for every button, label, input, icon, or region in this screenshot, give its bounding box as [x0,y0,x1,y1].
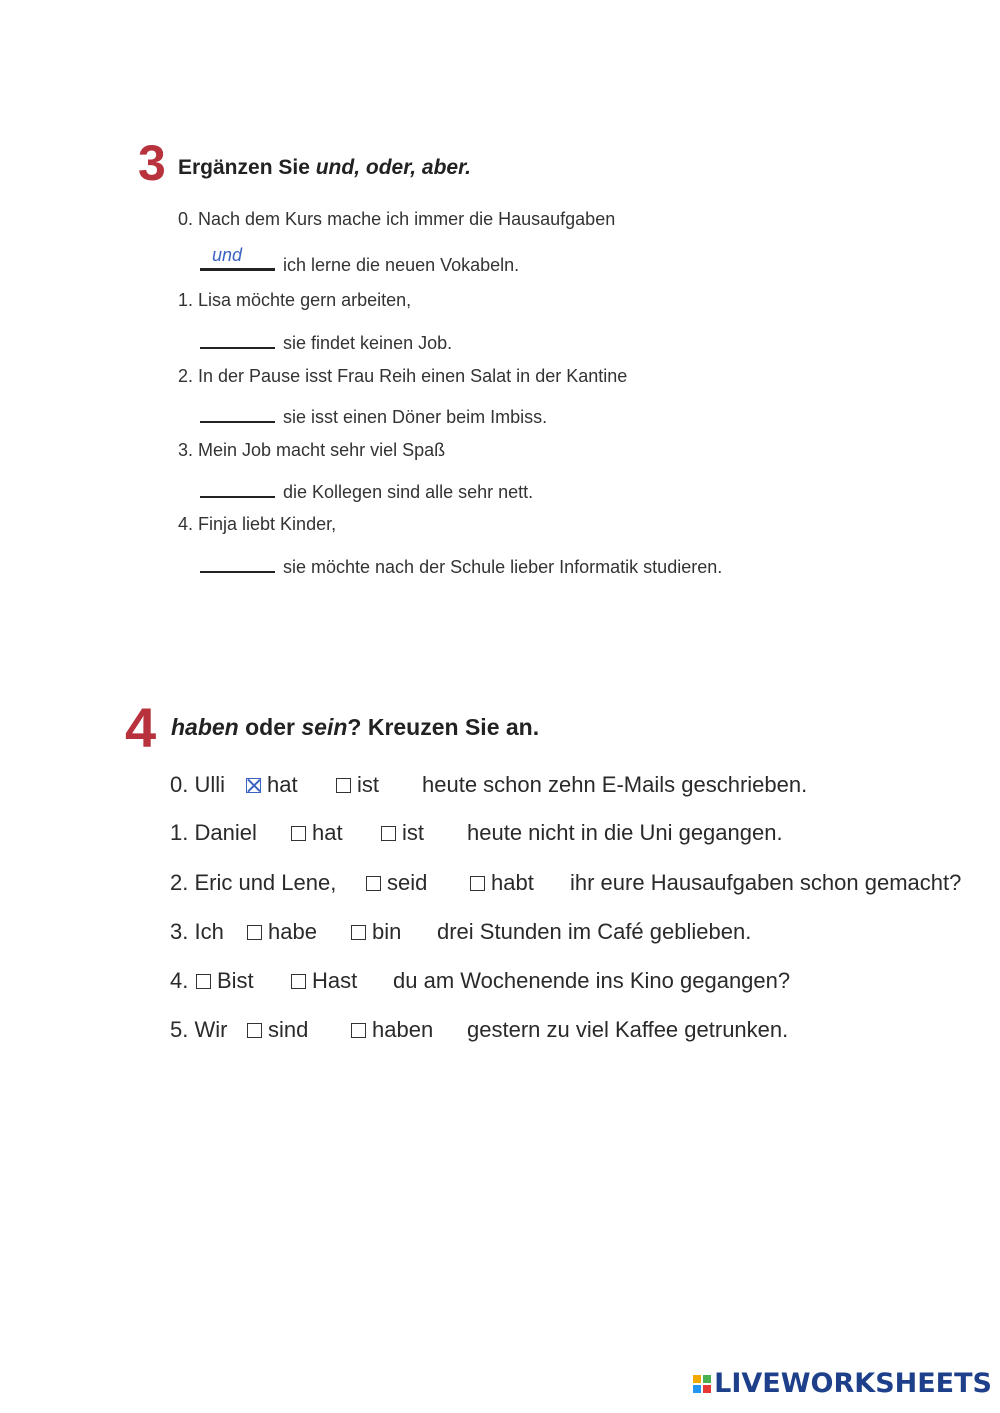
option-bist-4[interactable] [196,968,254,994]
exercise-3-item-2-line2 [200,401,547,428]
option-label: habt [491,870,534,895]
exercise-4-title-sein: sein [301,714,348,740]
option-label: hat [312,820,343,845]
exercise-3-title [178,156,471,180]
answer-blank-4[interactable] [200,551,275,573]
exercise-3-number: 3 [138,135,166,191]
option-habt-2[interactable] [470,870,534,896]
checkbox-icon[interactable] [351,1023,366,1038]
logo-text: LIVEWORKSHEETS [714,1368,992,1399]
answer-blank-0[interactable] [200,245,275,271]
row-label: 1. Daniel [170,820,257,845]
exercise-3-item-4-line2 [200,551,722,578]
option-hast-4[interactable] [291,968,357,994]
exercise-3-item-3-line2 [200,476,533,503]
checkbox-icon[interactable] [366,876,381,891]
option-hat-1[interactable] [291,820,343,846]
row-sentence-4: du am Wochenende ins Kino gegangen? [393,968,791,993]
option-bin-3[interactable] [351,919,401,945]
row-sentence-0: heute schon zehn E-Mails geschrieben. [422,772,808,797]
checkbox-icon[interactable] [470,876,485,891]
row-label: 4. [170,968,189,993]
exercise-4-row-0 [170,772,225,798]
checkbox-icon[interactable] [291,974,306,989]
checkbox-icon[interactable] [291,826,306,841]
row-label: 3. Ich [170,919,224,944]
checkbox-icon[interactable] [196,974,211,989]
option-habe-3[interactable] [247,919,317,945]
answer-blank-1[interactable] [200,327,275,349]
exercise-4-title-rest: ? Kreuzen Sie an. [347,714,540,740]
checkbox-icon[interactable] [247,925,262,940]
answer-blank-3[interactable] [200,476,275,498]
option-label: ist [402,820,424,845]
checkbox-checked-icon[interactable] [246,778,261,793]
exercise-3-item-1-line2 [200,327,452,354]
exercise-3-item-0-text: ich lerne die neuen Vokabeln. [283,255,520,275]
exercise-3-item-3-text: die Kollegen sind alle sehr nett. [283,482,534,502]
exercise-3-item-1-line1: 1. Lisa möchte gern arbeiten, [178,290,412,310]
exercise-3-title-text: Ergänzen Sie [178,156,316,179]
exercise-3-title-italic: und, oder, aber. [315,156,471,179]
checkbox-icon[interactable] [381,826,396,841]
option-label: sind [268,1017,309,1042]
exercise-4-row-3 [170,919,224,945]
logo-blocks-icon [693,1375,711,1393]
exercise-4-row-2 [170,870,336,896]
option-hat-0[interactable] [246,772,298,798]
answer-text-0: und [212,245,243,265]
option-label: hat [267,772,298,797]
option-label: bin [372,919,402,944]
option-haben-5[interactable] [351,1017,433,1043]
exercise-4-row-1 [170,820,257,846]
row-sentence-2: ihr eure Hausaufgaben schon gemacht? [570,870,962,895]
exercise-3-item-2-text: sie isst einen Döner beim Imbiss. [283,407,548,427]
option-label: haben [372,1017,434,1042]
exercise-4-title-haben: haben [171,714,239,740]
exercise-4-title-oder: oder [238,714,302,740]
row-sentence-5: gestern zu viel Kaffee getrunken. [467,1017,789,1042]
row-label: 5. Wir [170,1017,228,1042]
answer-blank-2[interactable] [200,401,275,423]
row-label: 2. Eric und Lene, [170,870,337,895]
option-ist-1[interactable] [381,820,424,846]
exercise-3-item-3-line1: 3. Mein Job macht sehr viel Spaß [178,440,446,460]
row-label: 0. Ulli [170,772,226,797]
row-sentence-3: drei Stunden im Café geblieben. [437,919,752,944]
exercise-3-item-1-text: sie findet keinen Job. [283,333,453,353]
checkbox-icon[interactable] [336,778,351,793]
exercise-4-number: 4 [125,696,157,759]
liveworksheets-logo [693,1368,992,1399]
option-label: Bist [217,968,254,993]
exercise-3-item-4-line1: 4. Finja liebt Kinder, [178,514,337,534]
option-label: seid [387,870,428,895]
exercise-3-item-2-line1: 2. In der Pause isst Frau Reih einen Salat in der Kantine [178,366,628,386]
exercise-3-item-0-line2 [200,245,520,276]
exercise-3-item-4-text: sie möchte nach der Schule lieber Informatik studieren. [283,557,723,577]
exercise-4-row-4 [170,968,188,994]
option-ist-0[interactable] [336,772,379,798]
checkbox-icon[interactable] [247,1023,262,1038]
exercise-4-title [171,714,539,741]
option-seid-2[interactable] [366,870,427,896]
option-label: Hast [312,968,358,993]
row-sentence-1: heute nicht in die Uni gegangen. [467,820,783,845]
option-label: ist [357,772,379,797]
exercise-4-row-5 [170,1017,227,1043]
option-label: habe [268,919,317,944]
option-sind-5[interactable] [247,1017,308,1043]
exercise-3-item-0-line1: 0. Nach dem Kurs mache ich immer die Hausaufgaben [178,209,616,229]
checkbox-icon[interactable] [351,925,366,940]
